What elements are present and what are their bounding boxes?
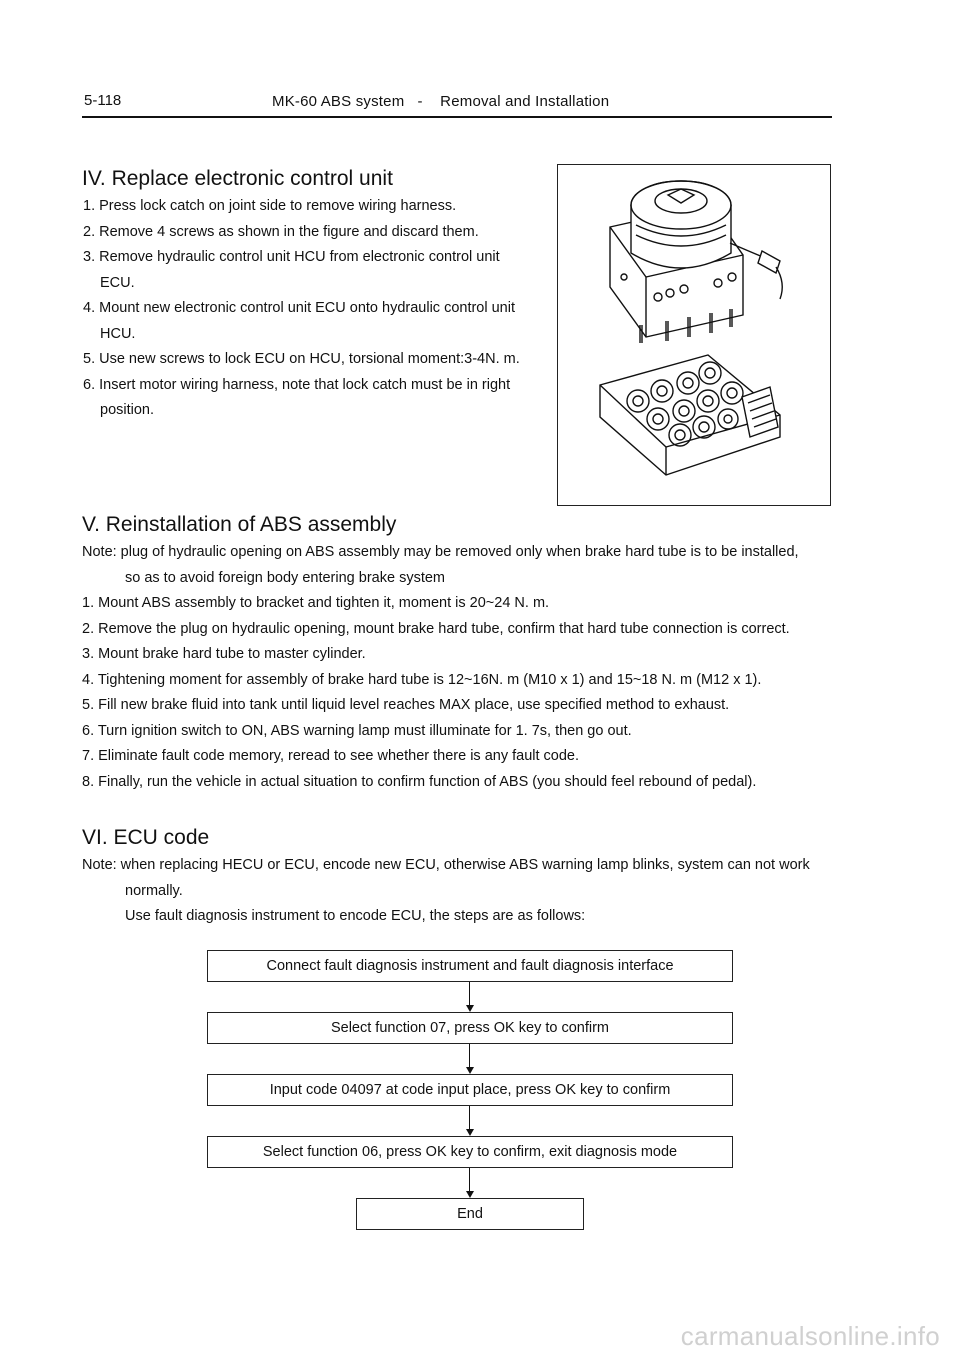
flow-arrow-head (466, 1005, 474, 1012)
step-line: 6. Turn ignition switch to ON, ABS warning lamp must illuminate for 1. 7s, then go out. (82, 722, 632, 739)
flow-arrow-line (469, 1168, 470, 1191)
flow-arrow-line (469, 1044, 470, 1067)
section-v-heading: V. Reinstallation of ABS assembly (82, 513, 397, 536)
flow-arrow-line (469, 982, 470, 1005)
step-line: 5. Fill new brake fluid into tank until liquid level reaches MAX place, use specified method to exhaust. (82, 697, 730, 713)
page-number: 5-118 (84, 92, 122, 109)
note-text: Use fault diagnosis instrument to encode ECU, the steps are as follows: (125, 908, 586, 924)
ecu-hcu-illustration (558, 165, 830, 505)
flow-step-end: End (356, 1198, 584, 1230)
step-line: 4. Mount new electronic control unit ECU onto hydraulic control unit (83, 300, 515, 316)
flow-arrow-line (469, 1106, 470, 1129)
section-iv-heading: IV. Replace electronic control unit (82, 167, 393, 190)
step-line: 4. Tightening moment for assembly of brake hard tube is 12~16N. m (M10 x 1) and 15~18 N. m (M12 x 1). (82, 671, 762, 688)
step-line: 5. Use new screws to lock ECU on HCU, torsional moment:3-4N. m. (83, 351, 520, 367)
step-line: 7. Eliminate fault code memory, reread to see whether there is any fault code. (82, 748, 580, 764)
step-line: ECU. (100, 274, 135, 291)
flow-arrow-head (466, 1067, 474, 1074)
step-line: HCU. (100, 325, 136, 342)
section-vi-body (82, 853, 810, 930)
step-line: 2. Remove 4 screws as shown in the figure and discard them. (83, 223, 479, 240)
note-text: Note: when replacing HECU or ECU, encode new ECU, otherwise ABS warning lamp blinks, system can not work (82, 857, 810, 873)
flow-arrow-head (466, 1191, 474, 1198)
step-line: 8. Finally, run the vehicle in actual situation to confirm function of ABS (you should feel rebound of pedal). (82, 773, 757, 790)
step-line: 2. Remove the plug on hydraulic opening, mount brake hard tube, confirm that hard tube connection is correct. (82, 620, 790, 637)
page-header-title: MK-60 ABS system - Removal and Installation (272, 93, 610, 110)
flow-step-1: Connect fault diagnosis instrument and fault diagnosis interface (207, 950, 733, 982)
step-line: 3. Remove hydraulic control unit HCU from electronic control unit (83, 249, 500, 265)
note-text: so as to avoid foreign body entering brake system (125, 569, 445, 586)
note-text: Note: plug of hydraulic opening on ABS assembly may be removed only when brake hard tube is to be installed, (82, 544, 799, 560)
step-line: 3. Mount brake hard tube to master cylinder. (82, 646, 366, 662)
flow-step-3: Input code 04097 at code input place, press OK key to confirm (207, 1074, 733, 1106)
flow-step-2: Select function 07, press OK key to confirm (207, 1012, 733, 1044)
header-divider (82, 116, 832, 118)
step-line: 1. Press lock catch on joint side to remove wiring harness. (83, 198, 457, 214)
step-line: position. (100, 402, 155, 418)
watermark: carmanualsonline.info (680, 1321, 940, 1351)
ecu-hcu-figure (557, 164, 831, 506)
section-v-body (82, 540, 799, 795)
flow-arrow-head (466, 1129, 474, 1136)
flow-step-4: Select function 06, press OK key to confirm, exit diagnosis mode (207, 1136, 733, 1168)
note-text: normally. (125, 882, 183, 899)
section-iv-steps (83, 194, 520, 424)
step-line: 6. Insert motor wiring harness, note that lock catch must be in right (83, 376, 511, 393)
section-vi-heading: VI. ECU code (82, 826, 210, 849)
step-line: 1. Mount ABS assembly to bracket and tighten it, moment is 20~24 N. m. (82, 595, 550, 611)
